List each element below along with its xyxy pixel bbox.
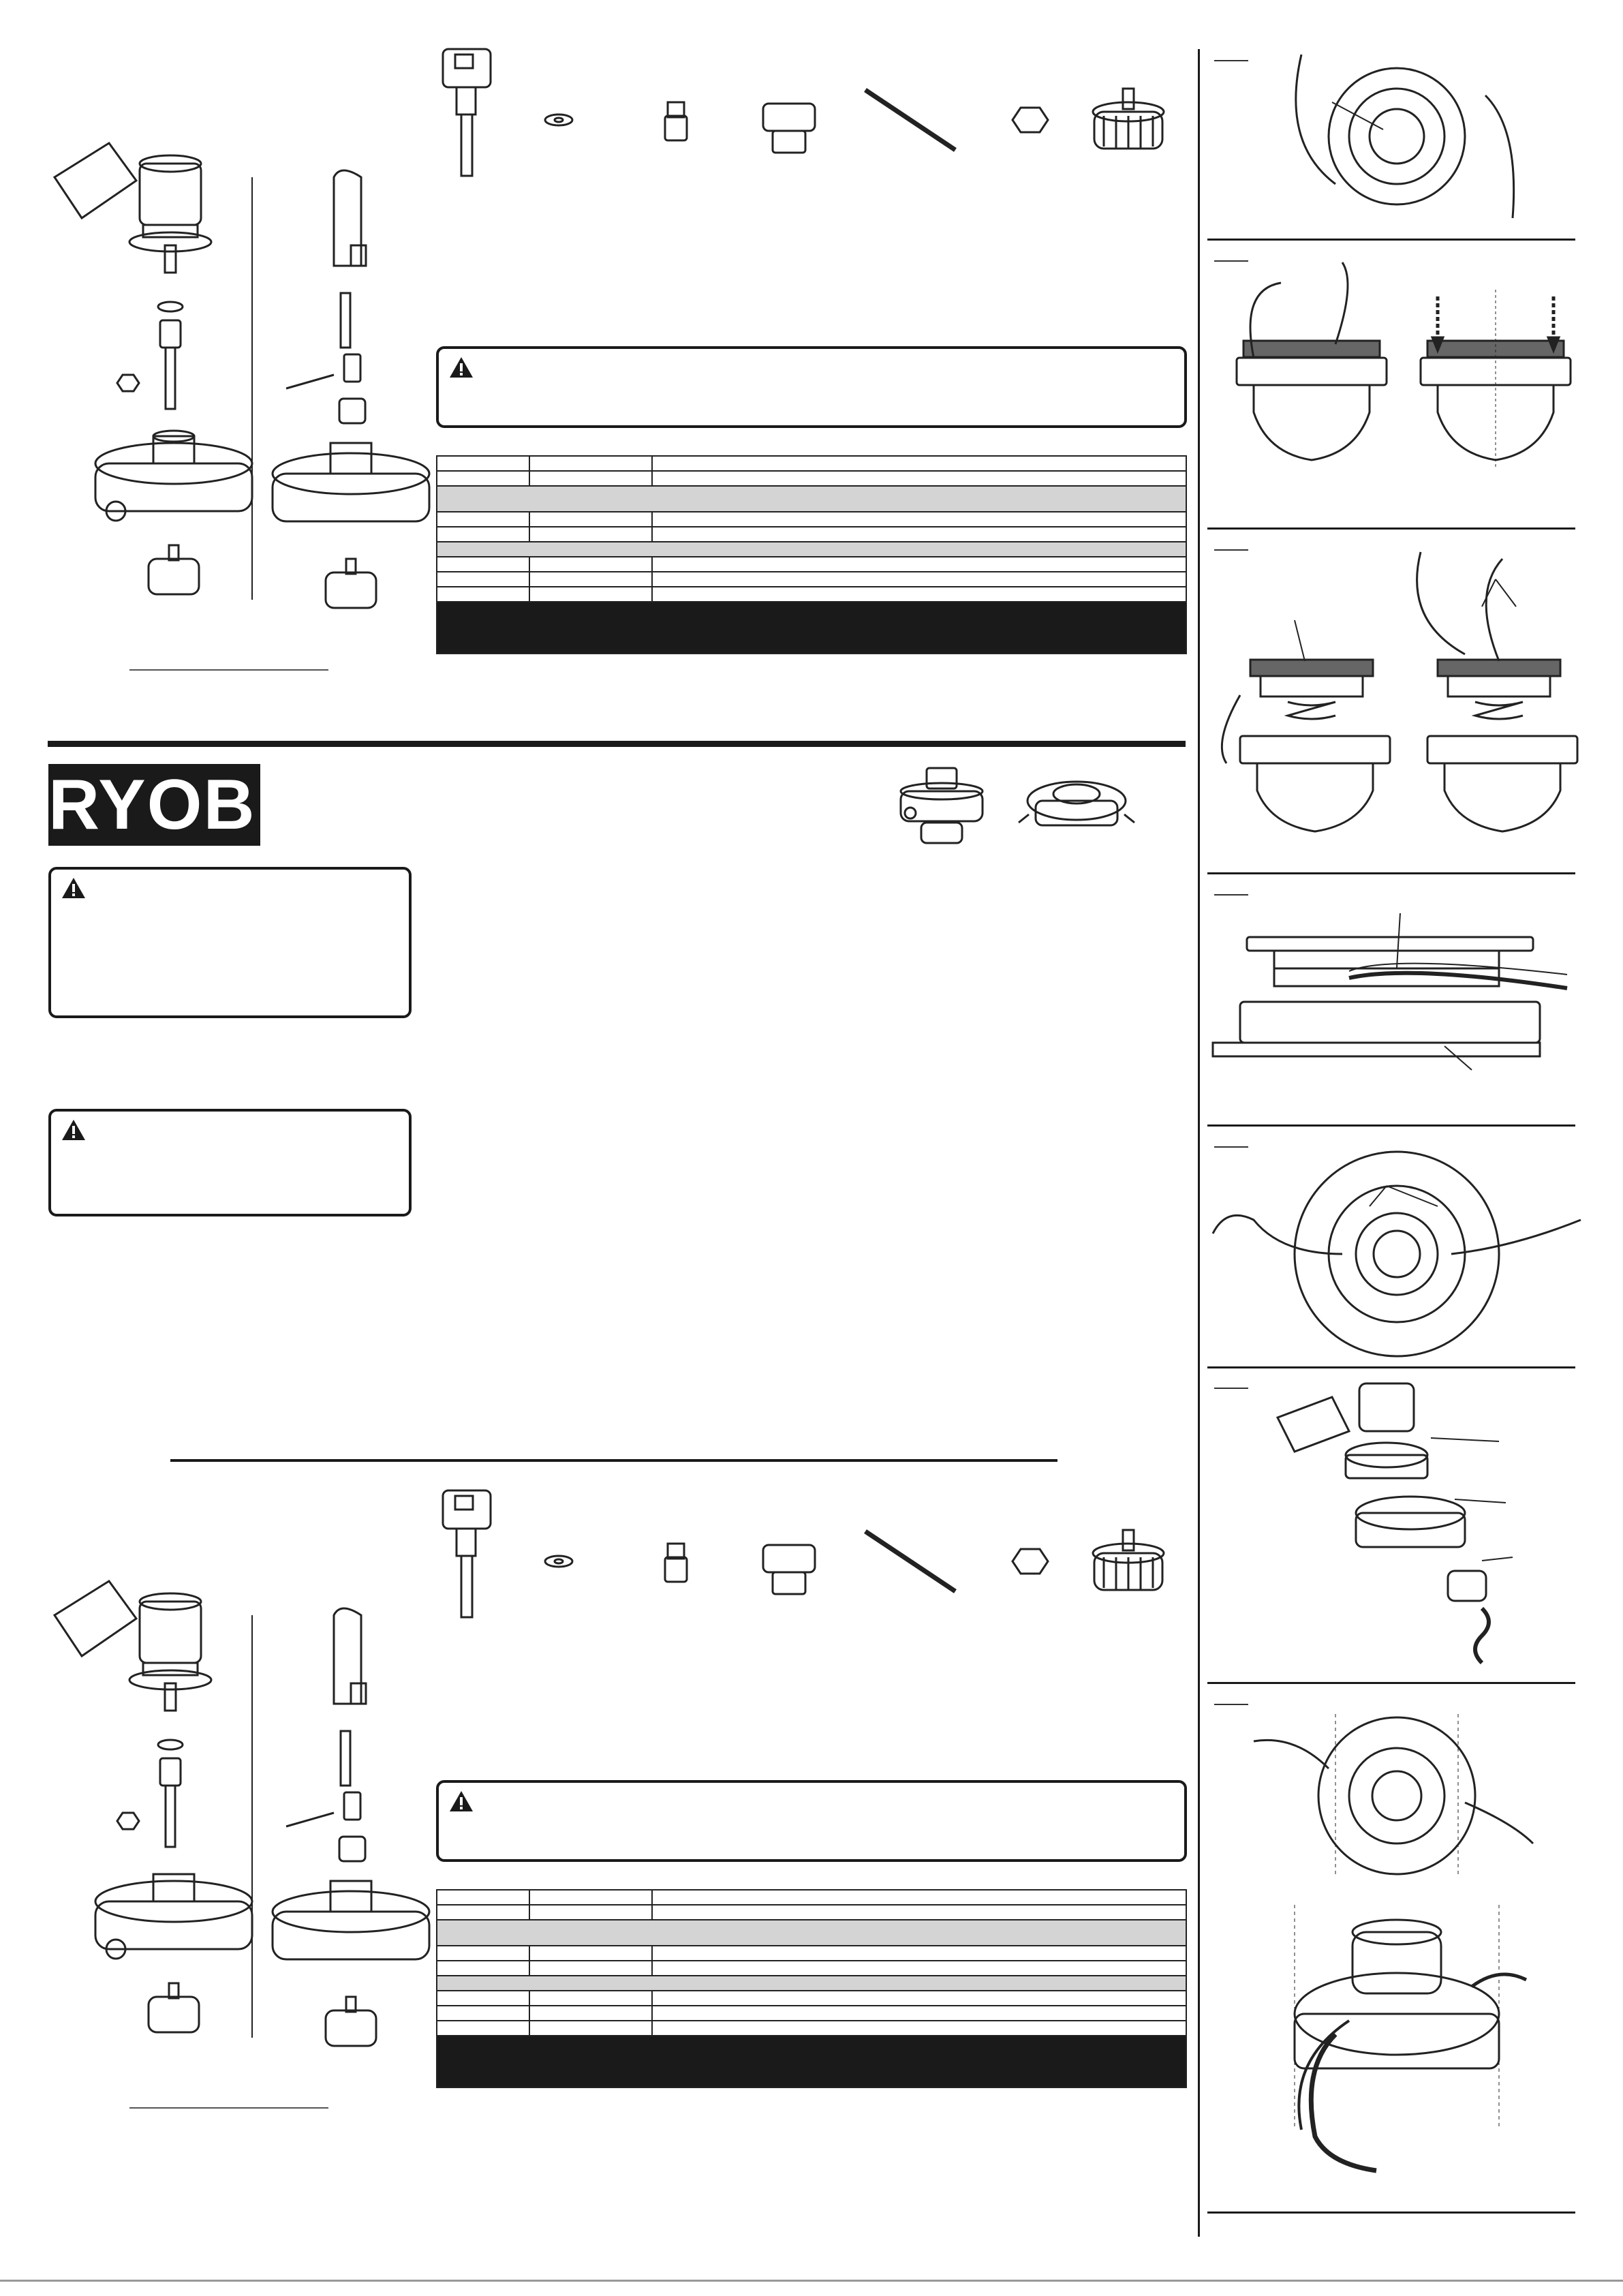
table-row — [437, 2006, 1186, 2021]
fig-separator-1 — [1207, 239, 1575, 241]
figure-spring-assembly — [1213, 538, 1581, 859]
warning-box-left-1 — [48, 867, 412, 1018]
figure-rewind-steps — [1213, 1694, 1581, 2198]
table-group-row — [437, 1920, 1186, 1946]
table-footer-row — [437, 602, 1186, 654]
table-group-row — [437, 1976, 1186, 1991]
figure-head-attach — [1213, 1377, 1581, 1670]
warning-triangle-icon — [448, 356, 474, 379]
product-thumbnails — [886, 760, 1172, 862]
compat-table-bottom — [436, 1889, 1187, 2088]
table-row — [437, 557, 1186, 572]
parts-row-top — [436, 41, 1192, 191]
parts-row-bottom — [436, 1482, 1192, 1632]
table-row — [437, 512, 1186, 527]
assembly-caption-line-top — [129, 669, 328, 671]
table-row — [437, 587, 1186, 602]
warning-box-bottom — [436, 1780, 1187, 1862]
table-group-row — [437, 542, 1186, 557]
figure-spool-lines-out — [1213, 1138, 1581, 1356]
figure-cross-section — [1213, 886, 1581, 1111]
fig-separator-4 — [1207, 1124, 1575, 1127]
warning-triangle-icon — [61, 1118, 87, 1142]
table-footer-row — [437, 2036, 1186, 2087]
table-row — [437, 1946, 1186, 1961]
table-row — [437, 1961, 1186, 1976]
table-row — [437, 471, 1186, 486]
table-row — [437, 527, 1186, 542]
warning-box-top — [436, 346, 1187, 428]
ryobi-logo: RYOBI. — [48, 765, 281, 844]
section-divider-mid — [170, 1459, 1057, 1462]
table-row — [437, 1905, 1186, 1920]
fig-separator-3 — [1207, 872, 1575, 874]
fig-separator-6 — [1207, 1682, 1575, 1684]
table-row — [437, 456, 1186, 471]
assembly-figure-top — [41, 41, 422, 654]
warning-box-left-2 — [48, 1109, 412, 1216]
table-row — [437, 1991, 1186, 2006]
table-group-row — [437, 486, 1186, 512]
table-row — [437, 572, 1186, 587]
figure-spool-top-view — [1213, 48, 1581, 232]
right-column-divider — [1198, 49, 1200, 2237]
bottom-page-rule — [0, 2280, 1623, 2282]
compat-table-top — [436, 455, 1187, 654]
warning-triangle-icon — [448, 1790, 474, 1813]
table-row — [437, 2021, 1186, 2036]
section-divider-thick — [48, 741, 1186, 747]
fig-separator-7 — [1207, 2211, 1575, 2214]
warning-triangle-icon — [61, 876, 87, 900]
assembly-caption-line-bottom — [129, 2107, 328, 2109]
fig-separator-5 — [1207, 1366, 1575, 1368]
figure-line-insertion — [1213, 249, 1581, 467]
table-row — [437, 1890, 1186, 1905]
assembly-figure-bottom — [41, 1479, 422, 2092]
fig-separator-2 — [1207, 527, 1575, 530]
